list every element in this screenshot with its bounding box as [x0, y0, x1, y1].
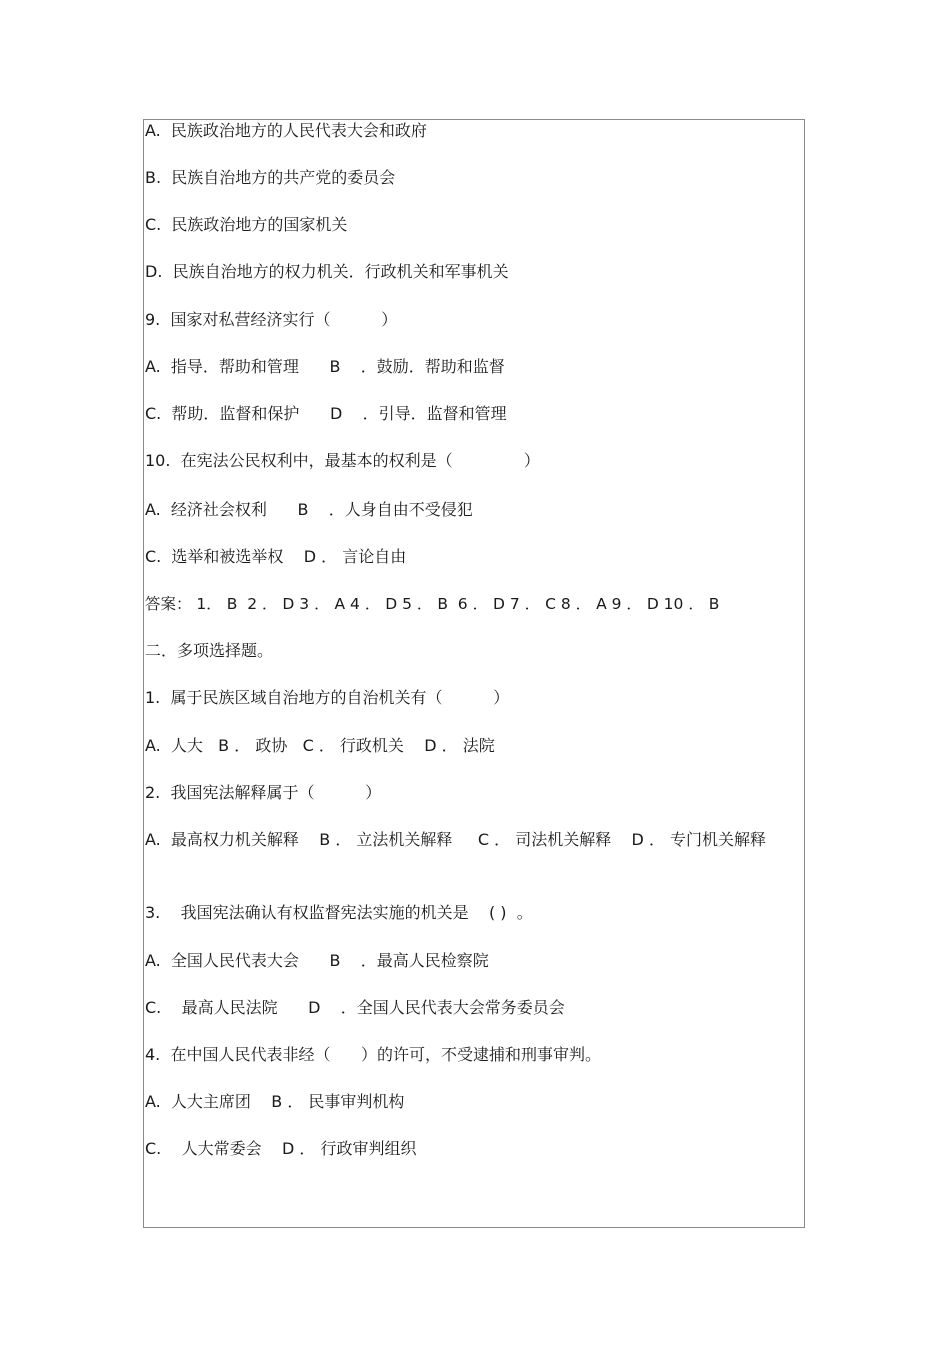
answer-key-line: 答案： 1． B 2 ． D 3 ． A 4 ． D 5 ． B 6 ． D 7 ． C 8 ． A 9 ． D 10 ． B	[145, 595, 720, 613]
question-line: 9. 国家对私营经济实行（ ）	[145, 310, 398, 329]
option-line: D. 民族自治地方的权力机关．行政机关和军事机关	[145, 262, 509, 281]
option-line: A. 全国人民代表大会 B ．最高人民检察院	[145, 951, 489, 970]
question-line: 4. 在中国人民代表非经（ ）的许可，不受逮捕和刑事审判。	[145, 1045, 601, 1064]
question-line: 10. 在宪法公民权利中，最基本的权利是（ ）	[145, 451, 540, 470]
question-line: 2. 我国宪法解释属于（ ）	[145, 783, 382, 802]
section-heading: 二．多项选择题。	[145, 641, 274, 660]
option-line: A. 人大 B ． 政协 C ． 行政机关 D ． 法院	[145, 736, 495, 755]
question-line: 1. 属于民族区域自治地方的自治机关有（ ）	[145, 688, 510, 707]
option-line: C. 选举和被选举权 D ． 言论自由	[145, 547, 407, 566]
option-line: A. 指导．帮助和管理 B ．鼓励．帮助和监督	[145, 357, 505, 376]
option-line: A. 最高权力机关解释 B ． 立法机关解释 C ． 司法机关解释 D ． 专门机关解释	[145, 830, 767, 849]
option-line: A. 民族政治地方的人民代表大会和政府	[145, 121, 427, 140]
option-line: C. 人大常委会 D ． 行政审判组织	[145, 1139, 417, 1158]
option-line: C. 民族政治地方的国家机关	[145, 215, 348, 234]
option-line: B. 民族自治地方的共产党的委员会	[145, 168, 396, 187]
option-line: A. 经济社会权利 B ．人身自由不受侵犯	[145, 500, 473, 519]
option-line: A. 人大主席团 B ． 民事审判机构	[145, 1092, 405, 1111]
option-line: C. 帮助．监督和保护 D ．引导．监督和管理	[145, 404, 507, 423]
question-line: 3. 我国宪法确认有权监督宪法实施的机关是 ( ) 。	[145, 903, 533, 922]
option-line: C. 最高人民法院 D ．全国人民代表大会常务委员会	[145, 998, 565, 1017]
